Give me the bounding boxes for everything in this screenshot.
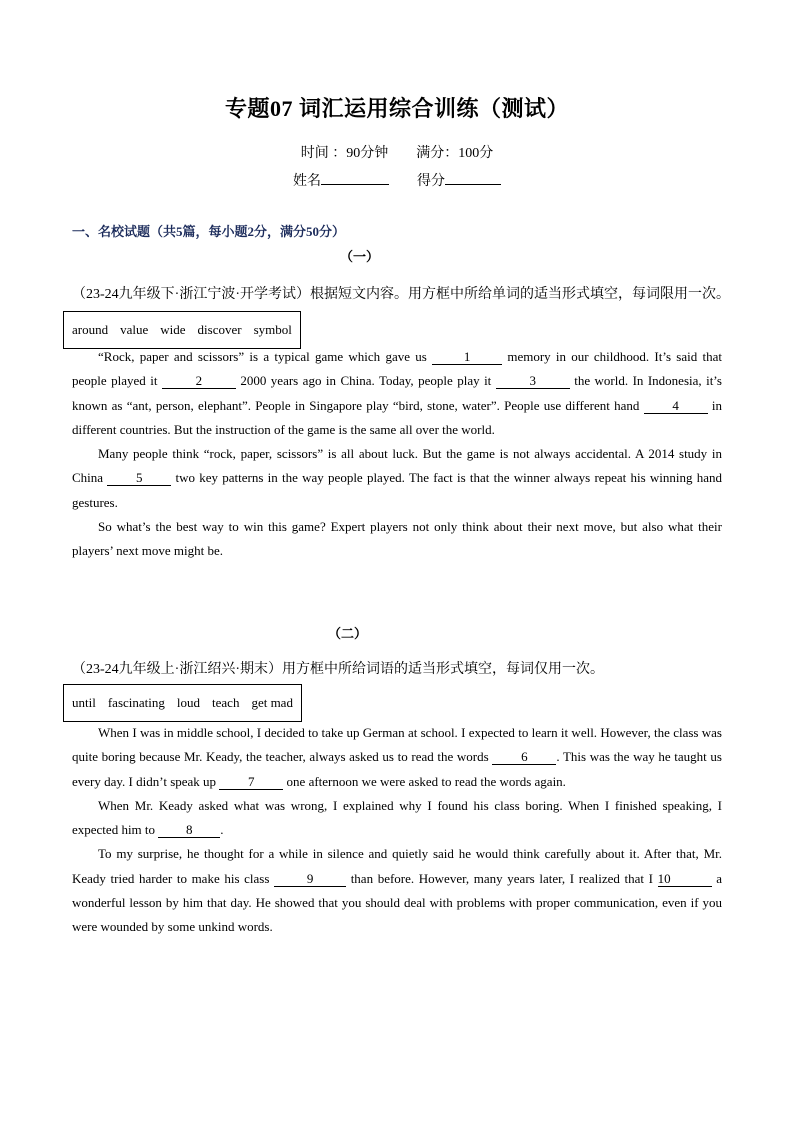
section-heading: 一、名校试题（共5篇，每小题2分，满分50分） bbox=[72, 224, 346, 239]
word-box-item: until bbox=[72, 695, 96, 710]
page-title: 专题07 词汇运用综合训练（测试） bbox=[224, 96, 569, 121]
exam-meta-time bbox=[0, 142, 794, 162]
word-box-item: loud bbox=[176, 695, 201, 710]
answer-blank-8[interactable]: 8 bbox=[158, 823, 220, 838]
part1-passage bbox=[72, 345, 722, 564]
full-score-label: 满分：100分 bbox=[416, 146, 494, 161]
score-field[interactable] bbox=[445, 170, 501, 185]
name-label: 姓名 bbox=[293, 174, 321, 189]
score-label: 得分 bbox=[417, 174, 445, 189]
answer-blank-2[interactable]: 2 bbox=[162, 374, 236, 389]
part1-label: （一） bbox=[340, 249, 380, 264]
answer-blank-1[interactable]: 1 bbox=[432, 350, 502, 365]
part1-instructions: （23-24九年级下·浙江宁波·开学考试）根据短文内容。用方框中所给单词的适当形式填空，每词限用一次。 bbox=[72, 287, 730, 302]
word-box-item: around bbox=[72, 322, 109, 337]
word-box-item: wide bbox=[160, 322, 186, 337]
answer-blank-6[interactable]: 6 bbox=[492, 750, 556, 765]
answer-blank-7[interactable]: 7 bbox=[219, 775, 283, 790]
word-box-item: discover bbox=[197, 322, 242, 337]
part1-paragraph-1: “Rock, paper and scissors” is a typical game which gave us 1 memory in our childhood. It’s said that people played it 2 2000 years ago in China. Today, people play it 3 the world. In Indonesia, it’s known as “ant, person, elephant”. People in Singapore play “bird, stone, water”. People use different hand 4 in different countries. But the instruction of the game is the same all over the world. bbox=[72, 349, 722, 437]
part2-paragraph-1: When I was in middle school, I decided to take up German at school. I expected to learn it well. However, the class was quite boring because Mr. Keady, the teacher, always asked us to read the words 6 . This was the way he taught us every day. I didn’t speak up 7 one afternoon we were asked to read the words again. bbox=[72, 725, 722, 789]
word-box-item: get mad bbox=[251, 695, 293, 710]
answer-blank-10[interactable]: 10 bbox=[658, 872, 712, 887]
answer-blank-9[interactable]: 9 bbox=[274, 872, 346, 887]
time-label: 时间 ：90分钟 bbox=[300, 146, 389, 161]
part2-label: （二） bbox=[328, 626, 368, 641]
part2-passage bbox=[72, 721, 722, 940]
part2-paragraph-2: When Mr. Keady asked what was wrong, I explained why I found his class boring. When I finished speaking, I expected him to 8 . bbox=[72, 797, 722, 838]
part1-word-box bbox=[63, 311, 301, 349]
part2-instructions: （23-24九年级上·浙江绍兴·期末）用方框中所给词语的适当形式填空，每词仅用一次。 bbox=[72, 662, 604, 677]
word-box-item: symbol bbox=[253, 322, 292, 337]
part2-paragraph-3: To my surprise, he thought for a while in silence and quietly said he would think carefully about it. After that, Mr. Keady tried harder to make his class 9 than before. However, many years later, I realized that I 10 a wonderful lesson by him that day. He showed that you should deal with problems with proper communication, even if you were wounded by some unkind words. bbox=[72, 846, 723, 935]
part1-paragraph-3: So what’s the best way to win this game? Expert players not only think about their next move, but also what their players’ next move might be. bbox=[72, 519, 722, 559]
exam-meta-name bbox=[0, 170, 794, 190]
answer-blank-5[interactable]: 5 bbox=[107, 471, 171, 486]
word-box-item: fascinating bbox=[107, 695, 165, 710]
answer-blank-3[interactable]: 3 bbox=[496, 374, 570, 389]
part2-word-box bbox=[63, 684, 302, 722]
name-field[interactable] bbox=[321, 170, 389, 185]
answer-blank-4[interactable]: 4 bbox=[644, 399, 708, 414]
part1-paragraph-2: Many people think “rock, paper, scissors” is all about luck. But the game is not always accidental. A 2014 study in China 5 two key patterns in the way people played. The fact is that the winner always repeat his winning hand gestures. bbox=[72, 446, 722, 510]
word-box-item: value bbox=[120, 322, 149, 337]
word-box-item: teach bbox=[212, 695, 240, 710]
